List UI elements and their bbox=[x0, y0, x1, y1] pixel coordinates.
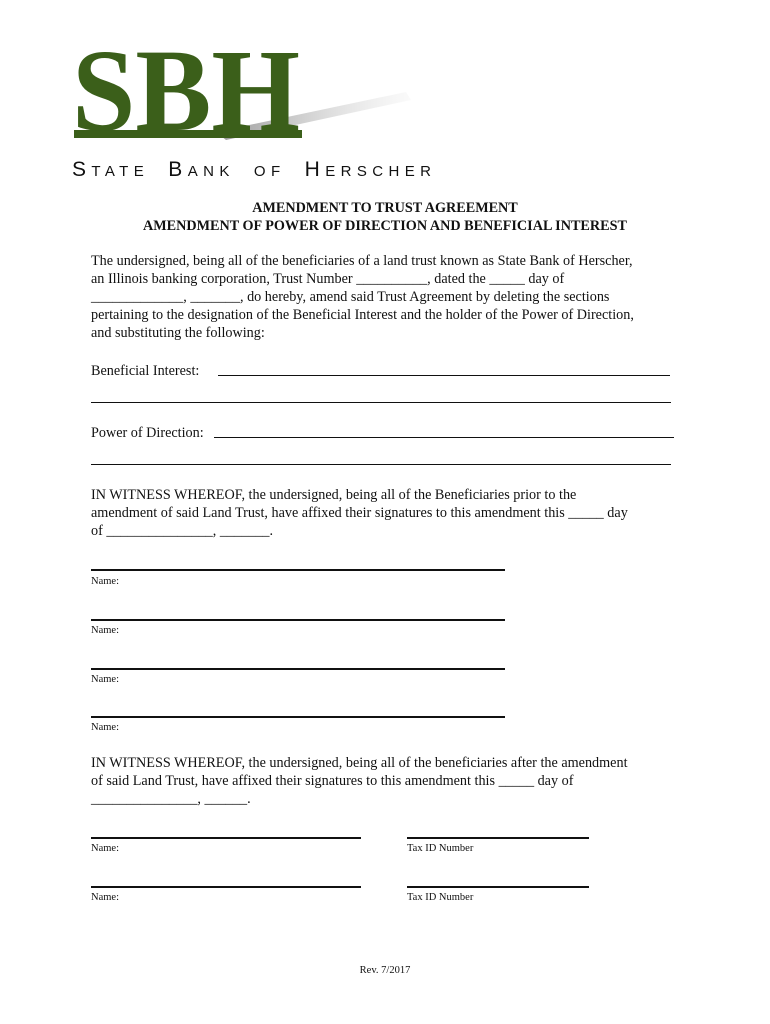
witness-after-line: of said Land Trust, have affixed their signatures to this amendment this _____ day of bbox=[91, 773, 574, 789]
bank-name bbox=[72, 158, 436, 182]
prior-signature-line-3[interactable] bbox=[91, 668, 505, 670]
after-signature-line-2[interactable] bbox=[91, 886, 361, 888]
prior-signature-line-1[interactable] bbox=[91, 569, 505, 571]
witness-prior-line: amendment of said Land Trust, have affixed their signatures to this amendment this _____ day bbox=[91, 505, 628, 521]
after-tax-id-label-2: Tax ID Number bbox=[407, 892, 474, 903]
witness-prior-line: IN WITNESS WHEREOF, the undersigned, being all of the Beneficiaries prior to the bbox=[91, 487, 577, 503]
bank-name-word: OF bbox=[253, 163, 286, 180]
power-of-direction-field[interactable] bbox=[214, 437, 674, 438]
title-line-2: AMENDMENT OF POWER OF DIRECTION AND BENEFICIAL INTEREST bbox=[143, 218, 627, 234]
intro-line: The undersigned, being all of the beneficiaries of a land trust known as State Bank of Herscher, bbox=[91, 253, 633, 269]
after-tax-id-label-1: Tax ID Number bbox=[407, 843, 474, 854]
intro-line: pertaining to the designation of the Beneficial Interest and the holder of the Power of Direction, bbox=[91, 307, 634, 323]
intro-line: an Illinois banking corporation, Trust Number __________, dated the _____ day of bbox=[91, 271, 565, 287]
after-name-label-1: Name: bbox=[91, 843, 119, 854]
bank-name-word: HERSCHER bbox=[304, 158, 437, 181]
after-tax-id-line-2[interactable] bbox=[407, 886, 589, 888]
logo-letters: SBH bbox=[72, 25, 300, 152]
beneficial-interest-field[interactable] bbox=[218, 375, 670, 376]
power-of-direction-field-continued[interactable] bbox=[91, 464, 671, 465]
revision-footer: Rev. 7/2017 bbox=[359, 965, 411, 976]
intro-line: and substituting the following: bbox=[91, 325, 265, 341]
prior-name-label-2: Name: bbox=[91, 625, 119, 636]
witness-after-line: IN WITNESS WHEREOF, the undersigned, being all of the beneficiaries after the amendment bbox=[91, 755, 628, 771]
prior-name-label-1: Name: bbox=[91, 576, 119, 587]
prior-signature-line-4[interactable] bbox=[91, 716, 505, 718]
bank-logo bbox=[66, 22, 416, 152]
after-tax-id-line-1[interactable] bbox=[407, 837, 589, 839]
intro-paragraph bbox=[91, 252, 681, 342]
bank-name-word: STATE bbox=[72, 158, 150, 181]
bank-name-word: BANK bbox=[168, 158, 235, 181]
beneficial-interest-field-continued[interactable] bbox=[91, 402, 671, 403]
power-of-direction-label: Power of Direction: bbox=[91, 425, 204, 441]
after-signature-line-1[interactable] bbox=[91, 837, 361, 839]
prior-name-label-3: Name: bbox=[91, 674, 119, 685]
witness-prior-paragraph bbox=[91, 486, 681, 540]
beneficial-interest-label: Beneficial Interest: bbox=[91, 363, 200, 379]
witness-prior-line: of _______________, _______. bbox=[91, 523, 274, 539]
prior-signature-line-2[interactable] bbox=[91, 619, 505, 621]
witness-after-paragraph bbox=[91, 754, 681, 808]
sbh-logo-graphic bbox=[66, 22, 416, 152]
after-name-label-2: Name: bbox=[91, 892, 119, 903]
intro-line: _____________, _______, do hereby, amend said Trust Agreement by deleting the sections bbox=[91, 289, 610, 305]
witness-after-line: _______________, ______. bbox=[91, 791, 251, 807]
title-line-1: AMENDMENT TO TRUST AGREEMENT bbox=[252, 200, 518, 216]
prior-name-label-4: Name: bbox=[91, 722, 119, 733]
